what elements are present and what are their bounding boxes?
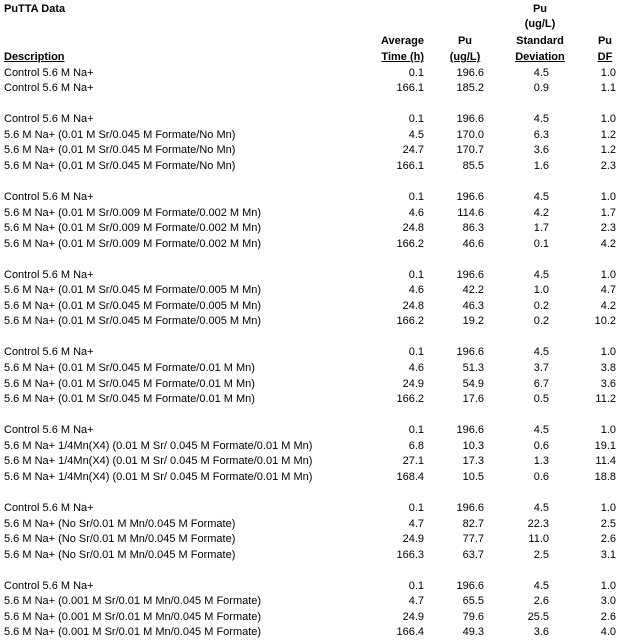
- cell-description: Control 5.6 M Na+: [4, 66, 94, 79]
- cell-pu: 196.6: [456, 268, 484, 281]
- cell-time: 24.8: [402, 299, 424, 312]
- cell-df: 1.0: [600, 579, 616, 592]
- cell-description: 5.6 M Na+ (0.01 M Sr/0.045 M Formate/0.01 M Mn): [4, 361, 255, 374]
- cell-df: 4.2: [600, 237, 616, 250]
- cell-pu: 85.5: [462, 159, 484, 172]
- cell-pu: 196.6: [456, 424, 484, 437]
- cell-description: Control 5.6 M Na+: [4, 424, 94, 437]
- header-pu: Pu: [457, 35, 473, 47]
- cell-time: 4.7: [408, 517, 424, 530]
- cell-df: 2.3: [600, 222, 616, 234]
- cell-std: 0.2: [533, 299, 549, 312]
- cell-description: Control 5.6 M Na+: [4, 579, 94, 592]
- cell-pu: 54.9: [462, 377, 484, 390]
- cell-pu: 196.6: [456, 113, 484, 126]
- cell-std: 0.6: [533, 470, 549, 483]
- cell-df: 3.6: [600, 377, 616, 390]
- cell-time: 166.1: [396, 82, 424, 94]
- cell-time: 27.1: [402, 455, 424, 468]
- cell-description: 5.6 M Na+ (0.01 M Sr/0.045 M Formate/0.01 M Mn): [4, 377, 255, 390]
- cell-time: 166.1: [396, 159, 424, 172]
- cell-pu: 196.6: [456, 579, 484, 592]
- cell-df: 2.3: [600, 159, 616, 172]
- sheet-title: PuTTA Data: [4, 3, 66, 15]
- cell-std: 0.5: [533, 393, 549, 406]
- cell-std: 0.1: [533, 237, 549, 250]
- cell-description: 5.6 M Na+ (0.001 M Sr/0.01 M Mn/0.045 M Formate): [4, 626, 262, 639]
- cell-df: 1.0: [600, 66, 616, 79]
- cell-df: 1.0: [600, 346, 616, 359]
- cell-pu: 82.7: [462, 517, 484, 530]
- cell-time: 24.7: [402, 144, 424, 157]
- cell-std: 25.5: [527, 610, 549, 623]
- cell-description: Control 5.6 M Na+: [4, 82, 94, 94]
- cell-time: 0.1: [408, 501, 424, 514]
- cell-pu: 86.3: [462, 222, 484, 234]
- cell-time: 0.1: [408, 66, 424, 79]
- cell-time: 24.9: [402, 533, 424, 545]
- cell-std: 2.6: [533, 595, 549, 608]
- cell-pu: 17.6: [462, 393, 484, 406]
- cell-std: 4.2: [533, 206, 549, 219]
- cell-std: 1.0: [533, 284, 549, 297]
- cell-description: 5.6 M Na+ (No Sr/0.01 M Mn/0.045 M Formate): [4, 548, 236, 561]
- cell-std: 0.6: [533, 439, 549, 452]
- cell-description: 5.6 M Na+ (0.01 M Sr/0.045 M Formate/No Mn): [4, 128, 236, 141]
- cell-time: 166.3: [396, 548, 424, 561]
- cell-pu: 196.6: [456, 346, 484, 359]
- cell-df: 4.7: [600, 284, 616, 297]
- cell-std: 3.7: [533, 361, 549, 374]
- cell-time: 4.6: [408, 206, 424, 219]
- cell-df: 1.2: [600, 128, 616, 141]
- cell-pu: 79.6: [462, 610, 484, 623]
- cell-std: 1.7: [533, 222, 549, 234]
- header-df: DF: [597, 51, 613, 63]
- cell-df: 2.6: [600, 533, 616, 545]
- cell-description: 5.6 M Na+ (0.001 M Sr/0.01 M Mn/0.045 M Formate): [4, 610, 262, 623]
- header-std-deviation: Deviation: [515, 51, 565, 63]
- cell-description: 5.6 M Na+ (0.001 M Sr/0.01 M Mn/0.045 M Formate): [4, 595, 262, 608]
- cell-time: 168.4: [396, 470, 424, 483]
- header-average: Average: [380, 35, 424, 47]
- cell-time: 0.1: [408, 424, 424, 437]
- cell-std: 0.2: [533, 315, 549, 328]
- cell-time: 0.1: [408, 579, 424, 592]
- cell-description: 5.6 M Na+ (0.01 M Sr/0.045 M Formate/No Mn): [4, 159, 236, 172]
- cell-description: Control 5.6 M Na+: [4, 346, 94, 359]
- cell-pu: 170.0: [456, 128, 484, 141]
- cell-std: 2.5: [533, 548, 549, 561]
- cell-df: 4.0: [600, 626, 616, 639]
- cell-std: 6.7: [533, 377, 549, 390]
- cell-description: Control 5.6 M Na+: [4, 268, 94, 281]
- cell-std: 4.5: [533, 346, 549, 359]
- cell-pu: 196.6: [456, 501, 484, 514]
- cell-description: 5.6 M Na+ (No Sr/0.01 M Mn/0.045 M Formate): [4, 533, 236, 545]
- cell-description: Control 5.6 M Na+: [4, 113, 94, 126]
- cell-df: 3.8: [600, 361, 616, 374]
- cell-time: 166.2: [396, 237, 424, 250]
- cell-time: 0.1: [408, 190, 424, 203]
- cell-pu: 63.7: [462, 548, 484, 561]
- cell-std: 1.6: [533, 159, 549, 172]
- cell-std: 4.5: [533, 66, 549, 79]
- cell-pu: 51.3: [462, 361, 484, 374]
- cell-df: 1.7: [600, 206, 616, 219]
- cell-time: 4.5: [408, 128, 424, 141]
- cell-description: 5.6 M Na+ (0.01 M Sr/0.045 M Formate/0.005 M Mn): [4, 315, 262, 328]
- cell-time: 6.8: [408, 439, 424, 452]
- cell-df: 3.0: [600, 595, 616, 608]
- header-std-standard: Standard: [516, 35, 564, 47]
- cell-time: 0.1: [408, 268, 424, 281]
- cell-df: 1.1: [600, 82, 616, 94]
- cell-df: 1.0: [600, 268, 616, 281]
- cell-pu: 46.3: [462, 299, 484, 312]
- cell-std: 3.6: [533, 626, 549, 639]
- cell-pu: 196.6: [456, 66, 484, 79]
- cell-df: 10.2: [594, 315, 616, 328]
- cell-std: 11.0: [528, 533, 549, 545]
- cell-description: 5.6 M Na+ (0.01 M Sr/0.045 M Formate/No Mn): [4, 144, 236, 157]
- cell-df: 11.4: [595, 455, 616, 468]
- cell-pu: 65.5: [462, 595, 484, 608]
- cell-time: 0.1: [408, 113, 424, 126]
- cell-df: 1.0: [600, 424, 616, 437]
- cell-df: 1.0: [600, 190, 616, 203]
- cell-std: 4.5: [533, 190, 549, 203]
- cell-pu: 185.2: [456, 82, 484, 94]
- cell-df: 18.8: [594, 470, 616, 483]
- cell-description: 5.6 M Na+ (0.01 M Sr/0.045 M Formate/0.005 M Mn): [4, 299, 262, 312]
- cell-pu: 196.6: [456, 190, 484, 203]
- cell-df: 2.6: [600, 610, 616, 623]
- cell-df: 2.5: [600, 517, 616, 530]
- cell-time: 166.2: [396, 393, 424, 406]
- cell-std: 4.5: [533, 579, 549, 592]
- cell-std: 0.9: [533, 82, 549, 94]
- cell-std: 6.3: [533, 128, 549, 141]
- cell-pu: 114.6: [457, 206, 484, 219]
- cell-description: 5.6 M Na+ (No Sr/0.01 M Mn/0.045 M Formate): [4, 517, 236, 530]
- cell-df: 1.2: [600, 144, 616, 157]
- cell-description: 5.6 M Na+ (0.01 M Sr/0.045 M Formate/0.005 M Mn): [4, 284, 262, 297]
- cell-description: 5.6 M Na+ (0.01 M Sr/0.009 M Formate/0.002 M Mn): [4, 222, 262, 234]
- cell-time: 24.9: [402, 377, 424, 390]
- cell-time: 4.7: [408, 595, 424, 608]
- header-pu-unit: (ug/L): [449, 51, 481, 63]
- cell-pu: 49.3: [462, 626, 484, 639]
- cell-description: 5.6 M Na+ 1/4Mn(X4) (0.01 M Sr/ 0.045 M Formate/0.01 M Mn): [4, 470, 313, 483]
- cell-time: 0.1: [408, 346, 424, 359]
- cell-std: 22.3: [527, 517, 549, 530]
- cell-std: 4.5: [533, 501, 549, 514]
- cell-std: 4.5: [533, 113, 549, 126]
- header-description: Description: [4, 51, 65, 63]
- header-time: Time (h): [381, 51, 424, 63]
- cell-description: Control 5.6 M Na+: [4, 501, 94, 514]
- cell-time: 4.6: [408, 361, 424, 374]
- cell-pu: 10.3: [462, 439, 484, 452]
- cell-time: 24.8: [402, 222, 424, 234]
- header-df-pu: Pu: [597, 35, 613, 47]
- cell-description: 5.6 M Na+ (0.01 M Sr/0.009 M Formate/0.002 M Mn): [4, 237, 262, 250]
- cell-time: 4.6: [408, 284, 424, 297]
- cell-df: 11.2: [595, 393, 616, 406]
- cell-pu: 77.7: [462, 533, 484, 545]
- cell-std: 1.3: [533, 455, 549, 468]
- cell-df: 4.2: [600, 299, 616, 312]
- header-std-unit: (ug/L): [524, 18, 556, 30]
- cell-pu: 46.6: [462, 237, 484, 250]
- cell-pu: 10.5: [462, 470, 484, 483]
- cell-df: 1.0: [600, 501, 616, 514]
- cell-description: 5.6 M Na+ 1/4Mn(X4) (0.01 M Sr/ 0.045 M Formate/0.01 M Mn): [4, 439, 313, 452]
- cell-std: 4.5: [533, 268, 549, 281]
- cell-df: 1.0: [600, 113, 616, 126]
- cell-time: 24.9: [402, 610, 424, 623]
- cell-time: 166.4: [396, 626, 424, 639]
- cell-df: 19.1: [594, 439, 616, 452]
- cell-description: Control 5.6 M Na+: [4, 190, 94, 203]
- cell-df: 3.1: [600, 548, 616, 561]
- cell-pu: 170.7: [456, 144, 484, 157]
- cell-description: 5.6 M Na+ 1/4Mn(X4) (0.01 M Sr/ 0.045 M Formate/0.01 M Mn): [4, 455, 313, 468]
- cell-std: 3.6: [533, 144, 549, 157]
- cell-time: 166.2: [396, 315, 424, 328]
- cell-pu: 17.3: [462, 455, 484, 468]
- cell-pu: 42.2: [462, 284, 484, 297]
- header-std-pu: Pu: [532, 3, 548, 15]
- cell-std: 4.5: [533, 424, 549, 437]
- cell-description: 5.6 M Na+ (0.01 M Sr/0.045 M Formate/0.01 M Mn): [4, 393, 255, 406]
- cell-pu: 19.2: [462, 315, 484, 328]
- cell-description: 5.6 M Na+ (0.01 M Sr/0.009 M Formate/0.002 M Mn): [4, 206, 262, 219]
